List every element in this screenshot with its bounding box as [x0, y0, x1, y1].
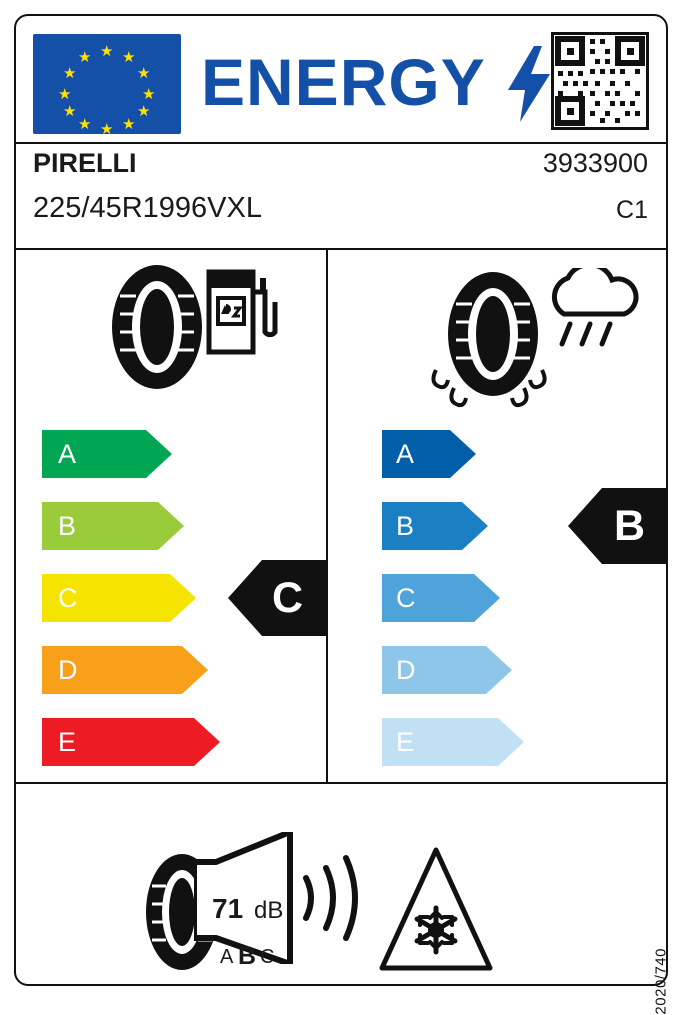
- energy-label-card: ★ ★ ★ ★ ★ ★ ★ ★ ★ ★ ★ ★ ENERGY PIRELLI 3933900 225/45R1996VXL C1 A B C D E C A B C D E B 71 dB A B C 2020/740: [14, 14, 668, 986]
- noise-class-b: B: [238, 942, 257, 970]
- product-code: 3933900: [542, 148, 648, 178]
- noise-value: 71: [212, 893, 244, 924]
- rain-cloud-icon: [540, 268, 646, 360]
- tyre-icon-wet: [428, 272, 558, 422]
- noise-class-c: C: [260, 946, 275, 968]
- divider-grades-top: [16, 248, 666, 250]
- tyre-icon-fuel: [92, 262, 222, 392]
- label-header: [16, 16, 666, 142]
- divider-grades-bottom: [16, 782, 666, 784]
- tyre-size: 225/45R1996VXL: [33, 192, 262, 224]
- eu-flag-icon: ★ ★ ★ ★ ★ ★ ★ ★ ★ ★ ★ ★: [33, 34, 181, 134]
- brand-name: PIRELLI: [33, 148, 137, 178]
- tyre-class: C1: [616, 196, 648, 224]
- fuel-rating-badge: C: [228, 560, 328, 636]
- column-divider: [326, 248, 328, 782]
- product-info-row: [16, 144, 666, 224]
- qr-code-icon: [551, 32, 649, 130]
- lightning-bolt-icon: [508, 46, 550, 122]
- noise-unit: dB: [254, 897, 284, 924]
- noise-class-a: A: [220, 946, 234, 968]
- wet-rating-badge: B: [568, 488, 668, 564]
- fuel-pump-icon: [206, 264, 278, 356]
- energy-title: ENERGY: [201, 45, 486, 119]
- snowflake-mountain-icon: [378, 846, 494, 974]
- date-code: 2020/740: [653, 948, 670, 1015]
